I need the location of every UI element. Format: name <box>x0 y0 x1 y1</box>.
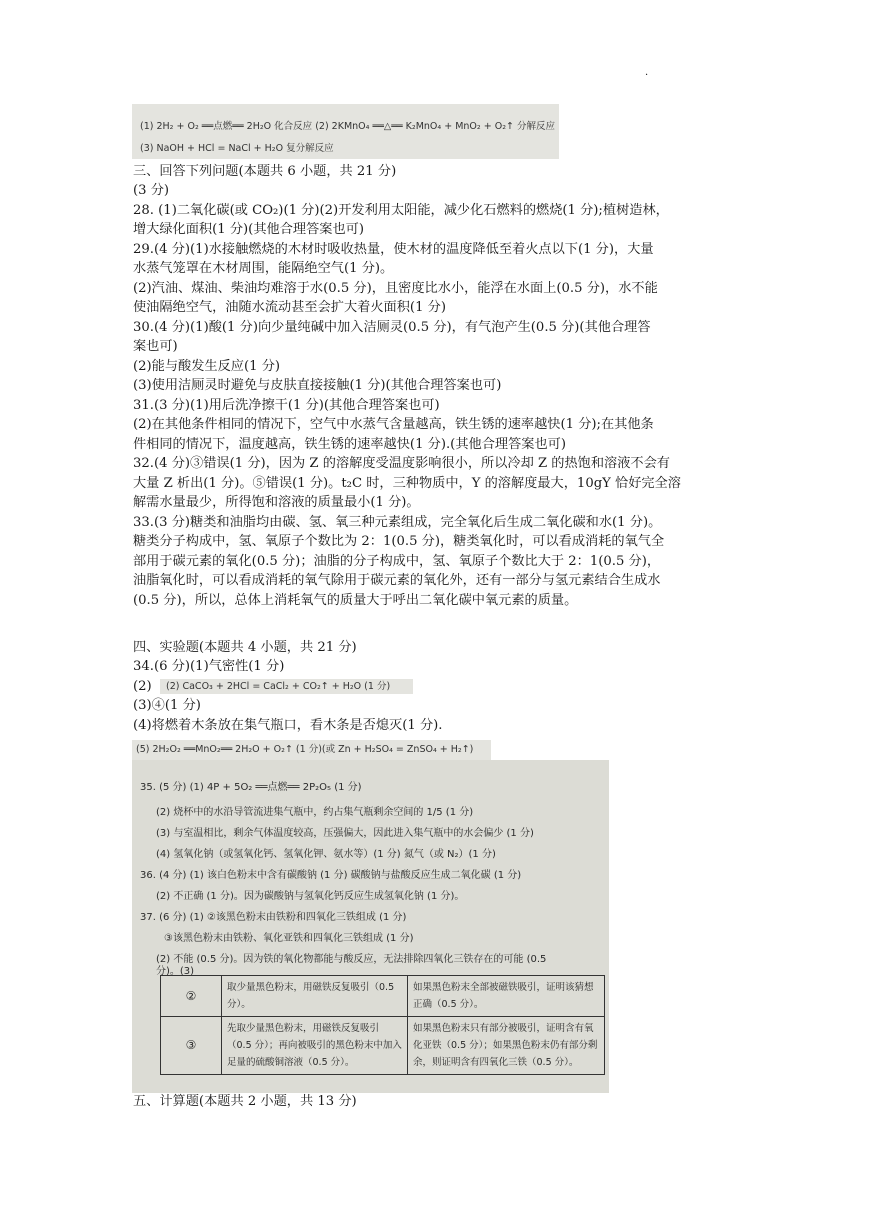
q31-line-3: 件相同的情况下，温度越高，铁生锈的速率越快(1 分).(其他合理答案也可) <box>133 437 566 452</box>
q30-line-3: (2)能与酸发生反应(1 分) <box>133 359 281 374</box>
q35-row-1: 35. (5 分) (1) 4P + 5O₂ ══点燃══ 2P₂O₅ (1 分) <box>140 782 362 793</box>
q30-line-4: (3)使用洁厕灵时避免与皮肤直接接触(1 分)(其他合理答案也可) <box>133 378 502 393</box>
q28-line-1: 28. (1)二氧化碳(或 CO₂)(1 分)(2)开发利用太阳能，减少化石燃料的燃烧(1 分);植树造林， <box>133 203 669 218</box>
experiment-table <box>160 975 605 1075</box>
q29-line-4: 使油隔绝空气，油随水流动甚至会扩大着火面积(1 分) <box>133 300 446 315</box>
q36-row-2: (2) 不正确 (1 分)。因为碳酸钠与氢氧化钙反应生成氢氧化钠 (1 分)。 <box>156 891 465 902</box>
scanned-equation-2: (2) CaCO₃ + 2HCl = CaCl₂ + CO₂↑ + H₂O (1 分) <box>160 679 413 694</box>
scan-top-row-1: (1) 2H₂ + O₂ ══点燃══ 2H₂O 化合反应 (2) 2KMnO₄ ══△══ K₂MnO₄ + MnO₂ + O₂↑ 分解反应 <box>140 121 555 132</box>
q30-line-1: 30.(4 分)(1)酸(1 分)向少量纯碱中加入洁厕灵(0.5 分)，有气泡产生(0.5 分)(其他合理答 <box>133 320 651 335</box>
q32-line-2: 大量 Z 析出(1 分)。⑤错误(1 分)。t₂C 时，三种物质中，Y 的溶解度最大，10gY 恰好完全溶 <box>133 476 681 491</box>
table-cell-number: ③ <box>161 1017 222 1075</box>
q33-line-2: 糖类分子构成中，氢、氧原子个数比为 2：1(0.5 分)，糖类氧化时，可以看成消耗的氧气全 <box>133 534 665 549</box>
text-line: (3 分) <box>133 183 170 198</box>
q35-row-3: (3) 与室温相比，剩余气体温度较高，压强偏大，因此进入集气瓶中的水会偏少 (1 分) <box>156 828 534 839</box>
section-3-heading: 三、回答下列问题(本题共 6 小题，共 21 分) <box>133 164 397 179</box>
q33-line-4: 油脂氧化时，可以看成消耗的氧气除用于碳元素的氧化外，还有一部分与氢元素结合生成水 <box>133 573 661 588</box>
q36-row-1: 36. (4 分) (1) 该白色粉末中含有碳酸钠 (1 分) 碳酸钠与盐酸反应生成二氧化碳 (1 分) <box>140 870 522 881</box>
table-row <box>161 1017 605 1075</box>
q35-row-4: (4) 氢氧化钠（或氢氧化钙、氢氧化钾、氨水等）(1 分) 氮气（或 N₂）(1 分) <box>156 849 496 860</box>
q28-line-2: 增大绿化面积(1 分)(其他合理答案也可) <box>133 222 364 237</box>
q29-line-3: (2)汽油、煤油、柴油均难溶于水(0.5 分)，且密度比水小，能浮在水面上(0.5 分)，水不能 <box>133 281 658 296</box>
q34-line-3: (3)④(1 分) <box>133 698 201 713</box>
scanned-answer-block <box>132 760 609 1093</box>
table-cell-procedure: 先取少量黑色粉末，用磁铁反复吸引（0.5 分）；再向被吸引的黑色粉末中加入足量的硫酸铜溶液（0.5 分）。 <box>222 1017 408 1075</box>
scan-top-row-2: (3) NaOH + HCl = NaCl + H₂O 复分解反应 <box>140 143 334 154</box>
table-cell-result: 如果黑色粉末只有部分被吸引，证明含有氧化亚铁（0.5 分）；如果黑色粉末仍有部分剩余，则证明含有四氧化三铁（0.5 分）。 <box>408 1017 605 1075</box>
q29-line-2: 水蒸气笼罩在木材周围，能隔绝空气(1 分)。 <box>133 261 394 276</box>
q35-row-2: (2) 烧杯中的水沿导管流进集气瓶中，约占集气瓶剩余空间的 1/5 (1 分) <box>156 807 474 818</box>
q31-line-2: (2)在其他条件相同的情况下，空气中水蒸气含量越高，铁生锈的速率越快(1 分);在其他条 <box>133 417 654 432</box>
q32-line-1: 32.(4 分)③错误(1 分)，因为 Z 的溶解度受温度影响很小，所以冷却 Z 的热饱和溶液不会有 <box>133 456 670 471</box>
q30-line-2: 案也可) <box>133 339 178 354</box>
scanned-equations-top <box>132 104 559 159</box>
table-cell-procedure: 取少量黑色粉末，用磁铁反复吸引（0.5 分）。 <box>222 976 408 1017</box>
table-row <box>161 976 605 1017</box>
q31-line-1: 31.(3 分)(1)用后洗净擦干(1 分)(其他合理答案也可) <box>133 398 440 413</box>
corner-mark: · <box>645 70 649 81</box>
q29-line-1: 29.(4 分)(1)水接触燃烧的木材时吸收热量，使木材的温度降低至着火点以下(1 分)，大量 <box>133 242 654 257</box>
table-cell-result: 如果黑色粉末全部被磁铁吸引，证明该猜想正确（0.5 分）。 <box>408 976 605 1017</box>
scanned-equation-5: (5) 2H₂O₂ ══MnO₂══ 2H₂O + O₂↑ (1 分)(或 Zn + H₂SO₄ = ZnSO₄ + H₂↑) <box>132 740 491 760</box>
q37-row-3: (2) 不能 (0.5 分)。因为铁的氧化物都能与酸反应，无法排除四氧化三铁存在的可能 (0.5 <box>156 954 547 965</box>
q37-row-4-visible: 分)。(3) <box>156 966 195 977</box>
table-cell-number: ② <box>161 976 222 1017</box>
q37-row-2: ③该黑色粉末由铁粉、氧化亚铁和四氧化三铁组成 (1 分) <box>164 933 414 944</box>
section-5-heading: 五、计算题(本题共 2 小题，共 13 分) <box>133 1094 357 1109</box>
q34-line-4: (4)将燃着木条放在集气瓶口，看木条是否熄灭(1 分). <box>133 718 443 733</box>
q32-line-3: 解需水量最少，所得饱和溶液的质量最小(1 分)。 <box>133 495 420 510</box>
q34-line-1: 34.(6 分)(1)气密性(1 分) <box>133 659 285 674</box>
q33-line-1: 33.(3 分)糖类和油脂均由碳、氢、氧三种元素组成，完全氧化后生成二氧化碳和水(1 分)。 <box>133 515 662 530</box>
q33-line-5: (0.5 分)，所以，总体上消耗氧气的质量大于呼出二氧化碳中氧元素的质量。 <box>133 593 578 608</box>
q34-line-2-prefix: (2) <box>133 679 152 694</box>
section-4-heading: 四、实验题(本题共 4 小题，共 21 分) <box>133 640 357 655</box>
q37-row-1: 37. (6 分) (1) ②该黑色粉末由铁粉和四氧化三铁组成 (1 分) <box>140 912 407 923</box>
q33-line-3: 部用于碳元素的氧化(0.5 分)；油脂的分子构成中，氢、氧原子个数比大于 2：1(0.5 分)， <box>133 554 661 569</box>
